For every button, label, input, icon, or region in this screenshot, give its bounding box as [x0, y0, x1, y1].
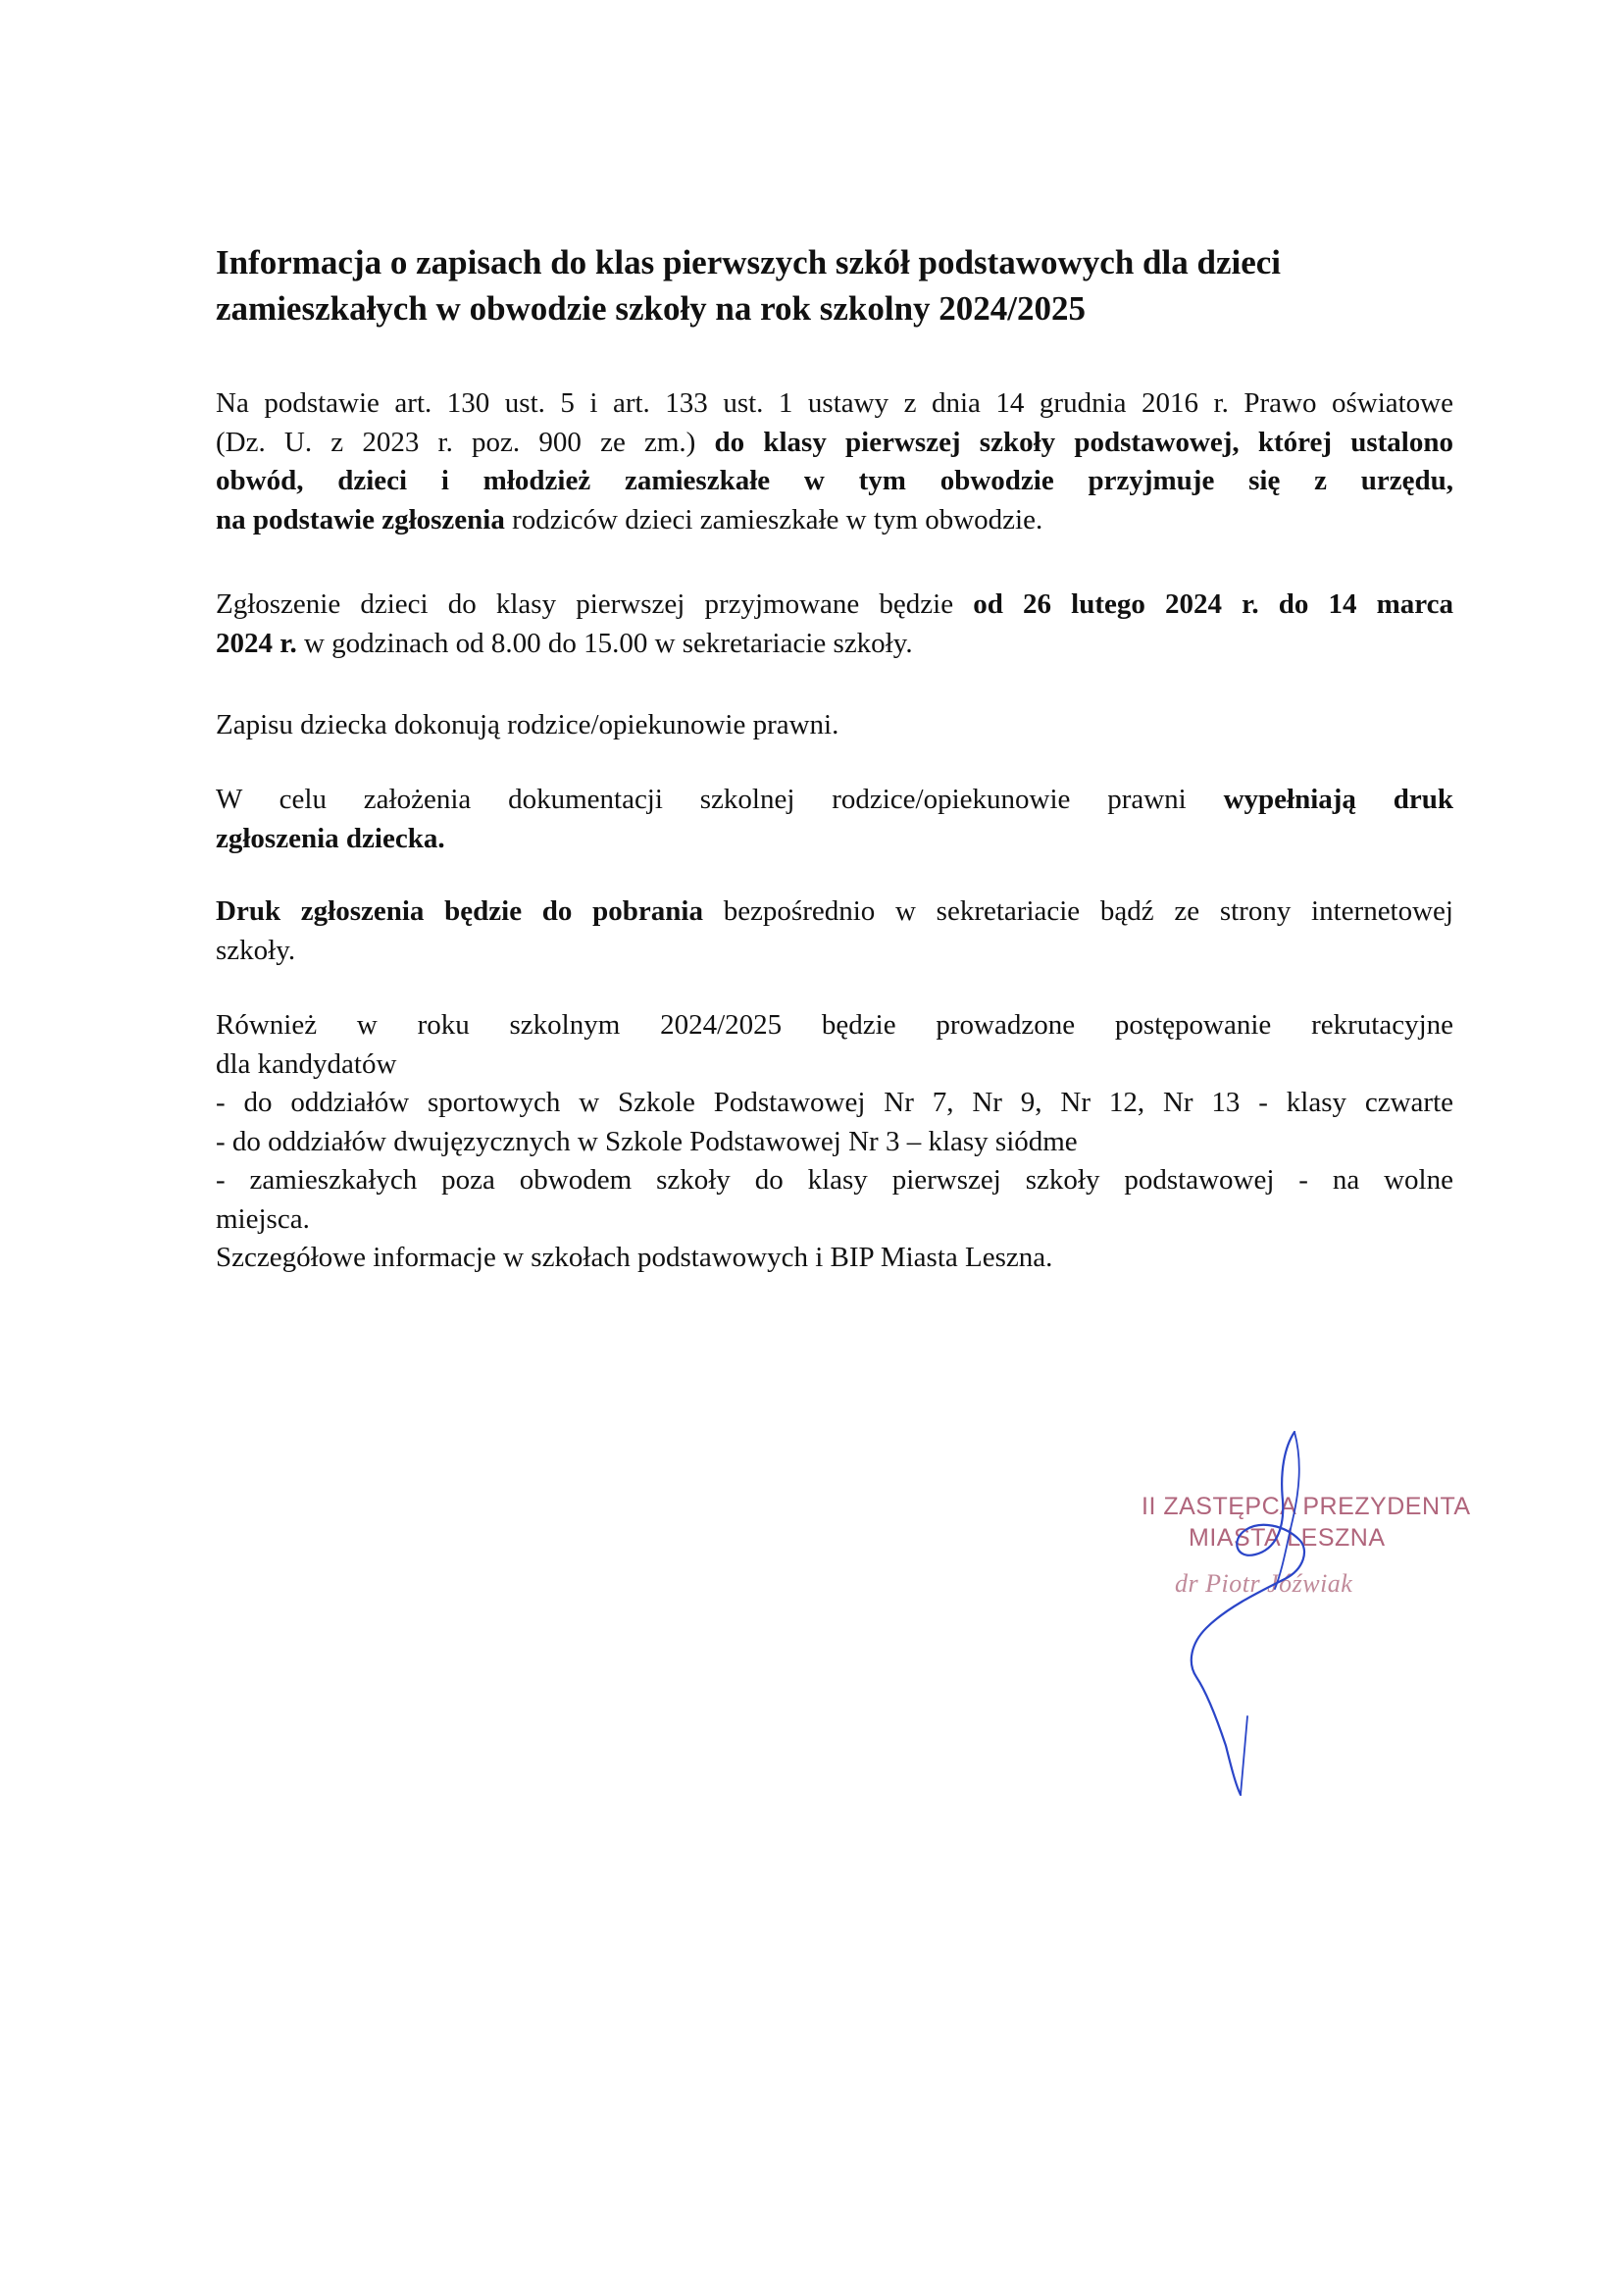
- paragraph-line: [216, 424, 1453, 463]
- text-run: w godzinach od 8.00 do 15.00 w sekretariacie szkoły.: [296, 627, 913, 659]
- paragraph-form-download: [216, 892, 1453, 970]
- bold-text-run: Druk zgłoszenia będzie do pobrania: [216, 895, 703, 927]
- paragraph-line: [216, 625, 1453, 664]
- bold-text-run: od 26 lutego 2024 r. do 14 marca: [973, 588, 1453, 620]
- paragraph-line: Szczegółowe informacje w szkołach podstawowych i BIP Miasta Leszna.: [216, 1242, 1053, 1273]
- paragraph-documentation: [216, 781, 1453, 858]
- bold-text-run: zgłoszenia dziecka.: [216, 822, 445, 854]
- paragraph-line: Również w roku szkolnym 2024/2025 będzie prowadzone postępowanie rekrutacyjne: [216, 1009, 1453, 1041]
- bold-text-run: obwód, dzieci i młodzież zamieszkałe w tym obwodzie przyjmuje się z urzędu,: [216, 465, 1453, 496]
- text-run: (Dz. U. z 2023 r. poz. 900 ze zm.): [216, 426, 715, 458]
- stamp-position-text: II ZASTĘPCA PREZYDENTA: [1142, 1493, 1471, 1520]
- handwritten-signature: [1138, 1422, 1373, 1814]
- paragraph-line: [216, 781, 1453, 820]
- text-run: bezpośrednio w sekretariacie bądź ze strony internetowej: [702, 895, 1453, 927]
- list-item: - do oddziałów sportowych w Szkole Podstawowej Nr 7, Nr 9, Nr 12, Nr 13 - klasy czwarte: [216, 1087, 1453, 1118]
- paragraph-recruitment: [216, 1006, 1453, 1278]
- paragraph-line: Zapisu dziecka dokonują rodzice/opiekunowie prawni.: [216, 709, 839, 740]
- title-line-1: Informacja o zapisach do klas pierwszych szkół podstawowych dla dzieci: [216, 243, 1281, 281]
- paragraph-line: Na podstawie art. 130 ust. 5 i art. 133 ust. 1 ustawy z dnia 14 grudnia 2016 r. Prawo oświatowe: [216, 387, 1453, 419]
- bold-text-run: 2024 r.: [216, 627, 297, 659]
- list-item: - do oddziałów dwujęzycznych w Szkole Podstawowej Nr 3 – klasy siódme: [216, 1125, 1078, 1157]
- text-run: W celu założenia dokumentacji szkolnej rodzice/opiekunowie prawni: [216, 784, 1224, 815]
- document-title: [216, 239, 1461, 331]
- text-run: rodziców dzieci zamieszkałe w tym obwodzie.: [504, 503, 1043, 535]
- paragraph-line: [216, 462, 1453, 501]
- bold-text-run: wypełniają druk: [1223, 784, 1453, 815]
- paragraph-line: [216, 820, 1453, 859]
- paragraph-registration-dates: [216, 586, 1453, 663]
- paragraph-line: [216, 892, 1453, 932]
- bold-text-run: do klasy pierwszej szkoły podstawowej, której ustalono: [714, 426, 1453, 458]
- stamp-name-text: dr Piotr Jóźwiak: [1175, 1569, 1353, 1598]
- title-line-2: zamieszkałych w obwodzie szkoły na rok szkolny 2024/2025: [216, 289, 1087, 328]
- paragraph-line: miejsca.: [216, 1202, 310, 1235]
- paragraph-who-registers: [216, 706, 1453, 745]
- stamp-city-text: MIASTA LESZNA: [1189, 1524, 1386, 1552]
- paragraph-line: dla kandydatów: [216, 1047, 397, 1080]
- paragraph-line: [216, 501, 1453, 540]
- bold-text-run: na podstawie zgłoszenia: [216, 503, 505, 535]
- text-run: Zgłoszenie dzieci do klasy pierwszej przyjmowane będzie: [216, 588, 974, 620]
- paragraph-line: szkoły.: [216, 934, 296, 966]
- list-item: - zamieszkałych poza obwodem szkoły do klasy pierwszej szkoły podstawowej - na wolne: [216, 1164, 1453, 1196]
- paragraph-legal-basis: [216, 384, 1453, 539]
- paragraph-line: [216, 586, 1453, 625]
